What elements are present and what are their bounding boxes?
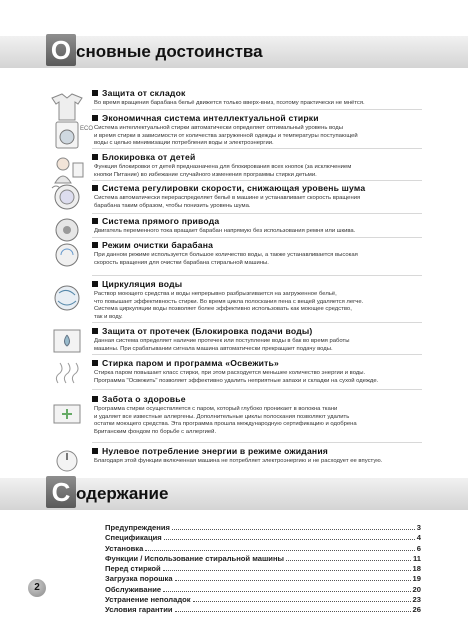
feature-item	[92, 88, 422, 108]
divider	[92, 180, 422, 181]
divider	[92, 148, 422, 149]
bullet-square-icon	[92, 90, 98, 96]
feature-desc: Стирка паром повышает класс стирки, при этом расходуется меньшее количество энергии и воды. Программа "Освежить" позволяет эффективно удалить неприятные запахи и складки на сухой одежде.	[94, 370, 379, 384]
zero-power-icon	[44, 446, 90, 476]
divider	[92, 442, 422, 443]
shirt-icon	[44, 92, 90, 122]
feature-title: Режим очистки барабана	[102, 240, 214, 250]
feature-desc: При данном режиме используется большое количество воды, а также устанавливается высокая скорость вращения для очистки барабана стиральной машины.	[94, 252, 358, 266]
bullet-square-icon	[92, 154, 98, 160]
page-number: 2	[28, 579, 46, 597]
feature-title: Система прямого привода	[102, 216, 220, 226]
steam-icon	[44, 357, 90, 387]
toc-entry[interactable]: Предупреждения 3	[105, 523, 421, 532]
section-title: сновные достоинства	[76, 42, 263, 61]
feature-item	[92, 358, 422, 385]
feature-item	[92, 326, 422, 353]
feature-title: Стирка паром и программа «Освежить»	[102, 358, 279, 368]
toc-entry[interactable]: Установка 6	[105, 543, 421, 553]
toc-entry[interactable]: Загрузка порошка 19	[105, 574, 421, 584]
divider	[92, 109, 422, 110]
section-letter: С	[46, 476, 76, 508]
section-letter: О	[46, 34, 76, 66]
toc-entry[interactable]: Функции / Использование стиральной машины 11	[105, 553, 421, 563]
toc-entry[interactable]: Спецификация 4	[105, 533, 421, 543]
feature-desc: Программа стирки осуществляется с паром, который глубоко проникает в волокна ткани и удаляет все известные аллергены. Дополнительные циклы полоскания позволяют удалить остатки моющего средства. Эта программа прошла международную сертификацию и одобрена Британским фондом по борьбе с аллергией.	[94, 406, 357, 435]
divider	[92, 389, 422, 390]
feature-desc: Система интеллектуальной стирки автоматически определяет оптимальный уровень воды и время стирки в зависимости от количества загруженной одежды и температуры поступающей воды с целью минимизации потребления воды и электроэнергии.	[94, 125, 358, 147]
toc-entry[interactable]: Условия гарантии 26	[105, 605, 421, 615]
bullet-square-icon	[92, 360, 98, 366]
feature-title: Защита от протечек (Блокировка подачи воды)	[102, 326, 313, 336]
feature-desc: Система автоматически перераспределяет бельё в машине и устанавливает скорость вращения барабана таким образом, чтобы понизить уровень шума.	[94, 195, 361, 209]
svg-text:ECO: ECO	[80, 126, 94, 132]
health-icon	[44, 399, 90, 429]
toc-entry[interactable]: Устранение неполадок 23	[105, 595, 421, 605]
feature-item	[92, 152, 422, 179]
section-header-features	[0, 36, 468, 68]
divider	[92, 237, 422, 238]
bullet-square-icon	[92, 396, 98, 402]
feature-item	[92, 113, 422, 148]
section-header-contents	[0, 478, 468, 510]
bullet-square-icon	[92, 115, 98, 121]
washing-machine-icon	[44, 120, 94, 150]
feature-title: Блокировка от детей	[102, 152, 196, 162]
table-of-contents	[105, 523, 421, 616]
divider	[92, 213, 422, 214]
feature-title: Забота о здоровье	[102, 394, 186, 404]
feature-item	[92, 394, 422, 436]
bullet-square-icon	[92, 281, 98, 287]
section-title: одержание	[76, 484, 169, 503]
drum-clean-icon	[44, 240, 90, 270]
bullet-square-icon	[92, 218, 98, 224]
feature-desc: Благодаря этой функции включенная машина не потребляет электроэнергию и не расходует ее впустую.	[94, 458, 383, 464]
feature-title: Система регулировки скорости, снижающая уровень шума	[102, 183, 366, 193]
divider	[92, 322, 422, 323]
toc-entry[interactable]: Перед стиркой 18	[105, 564, 421, 574]
bullet-square-icon	[92, 242, 98, 248]
feature-item	[92, 183, 422, 210]
feature-item	[92, 240, 422, 267]
feature-title: Защита от складок	[102, 88, 186, 98]
feature-desc: Во время вращения барабана бельё движется только вверх-вниз, поэтому практически не мнётся.	[94, 100, 365, 106]
feature-desc: Раствор моющего средства и воды непрерывно разбрызгивается на загруженное бельё, что повышает эффективность стирки. Во время цикла полоскания пена с вещей удаляется легче. Система циркуляции воды позволяет более эффективно использовать как моющее средство, так и воду.	[94, 291, 364, 320]
water-circulation-icon	[44, 283, 90, 313]
bullet-square-icon	[92, 328, 98, 334]
feature-title: Нулевое потребление энергии в режиме ожидания	[102, 446, 329, 456]
feature-desc: Данная система определяет наличие протечек или поступление воды в бак во время работы машины. При срабатывании сигнала машина автоматически прекращает подачу воды.	[94, 338, 350, 352]
drum-icon	[44, 182, 90, 212]
feature-item	[92, 216, 422, 236]
toc-entry[interactable]: Обслуживание 20	[105, 584, 421, 594]
feature-desc: Двигатель переменного тока вращает барабан напрямую без использования ремня или шкива.	[94, 228, 356, 234]
bullet-square-icon	[92, 185, 98, 191]
feature-title: Экономичная система интеллектуальной стирки	[102, 113, 319, 123]
divider	[92, 354, 422, 355]
leak-protection-icon	[44, 326, 90, 356]
feature-title: Циркуляция воды	[102, 279, 183, 289]
feature-item	[92, 446, 422, 466]
divider	[92, 275, 422, 276]
feature-item	[92, 279, 422, 321]
child-icon	[44, 155, 90, 185]
feature-desc: Функция блокировки от детей предназначена для блокирования всех кнопок (за исключением кнопки Питание) во избежание случайного изменения программы стирки детьми.	[94, 164, 352, 178]
bullet-square-icon	[92, 448, 98, 454]
